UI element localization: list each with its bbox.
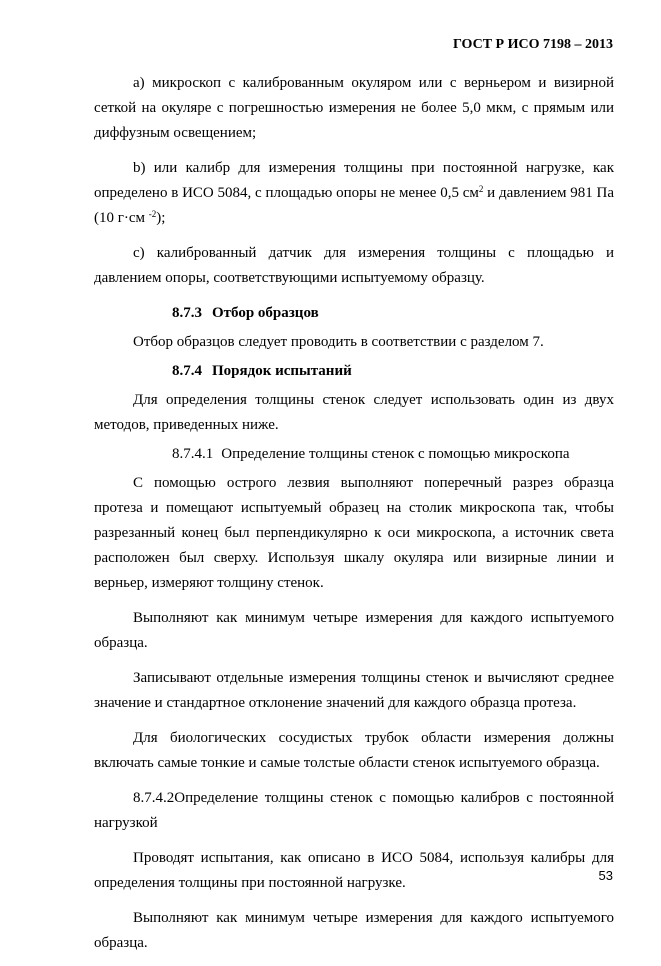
item-b-text-1: b) или калибр для измерения толщины при постоянной нагрузке, как определено в ИСО 5084, с площадью опоры не менее 0,5 см [94,160,614,201]
item-b-sup-2: -2 [148,209,157,219]
section-8-7-4-2-heading [94,786,614,836]
paragraph-8-7-4-1-c: Записывают отдельные измерения толщины стенок и вычисляют среднее значение и стандартное отклонение значений для каждого образца протеза. [94,670,614,711]
paragraph-8-7-4-2-b: Выполняют как минимум четыре измерения для каждого испытуемого образца. [94,910,614,951]
item-b [94,156,614,231]
section-8-7-3-heading [94,301,614,326]
section-number: 8.7.4.2 [133,790,175,806]
section-8-7-4-heading [94,359,614,384]
item-a: а) микроскоп с калиброванным окуляром или с верньером и визирной сеткой на окуляре с погрешностью измерения не более 5,0 мкм, с прямым или диффузным освещением; [94,75,614,141]
section-title: Отбор образцов [212,305,319,321]
section-title: Порядок испытаний [212,363,352,379]
section-title: Определение толщины стенок с помощью калибров с постоянной нагрузкой [94,790,614,831]
section-number: 8.7.4 [172,363,202,379]
document-header: ГОСТ Р ИСО 7198 – 2013 [452,37,613,52]
item-c: c) калиброванный датчик для измерения толщины с площадью и давлением опоры, соответствующими испытуемому образцу. [94,245,614,286]
paragraph-8-7-3: Отбор образцов следует проводить в соответствии с разделом 7. [133,334,544,350]
paragraph-8-7-4: Для определения толщины стенок следует использовать один из двух методов, приведенных ниже. [94,392,614,433]
section-number: 8.7.3 [172,305,202,321]
paragraph-8-7-4-1-d: Для биологических сосудистых трубок области измерения должны включать самые тонкие и самые толстые области стенок испытуемого образца. [94,730,614,771]
paragraph-8-7-4-2-a: Проводят испытания, как описано в ИСО 5084, используя калибры для определения толщины при постоянной нагрузке. [94,850,614,891]
section-title: Определение толщины стенок с помощью микроскопа [221,446,570,462]
page-number: 53 [598,868,613,883]
document-body [94,71,614,966]
item-b-text-2: и давлением 981 Па (10 г·см [94,185,614,226]
item-b-text-3: ); [156,210,166,226]
paragraph-8-7-4-1-b: Выполняют как минимум четыре измерения для каждого испытуемого образца. [94,610,614,651]
section-number: 8.7.4.1 [172,446,214,462]
item-b-sup-1: 2 [478,184,484,194]
paragraph-8-7-4-1-a: С помощью острого лезвия выполняют поперечный разрез образца протеза и помещают испытуемый образец на столик микроскопа так, чтобы разрезанный конец был перпендикулярно к оси микроскопа, а источник света расположен был сверху. Используя шкалу окуляра или визирные линии и верньер, измеряют толщину стенок. [94,475,614,591]
section-8-7-4-1-heading [94,442,614,467]
